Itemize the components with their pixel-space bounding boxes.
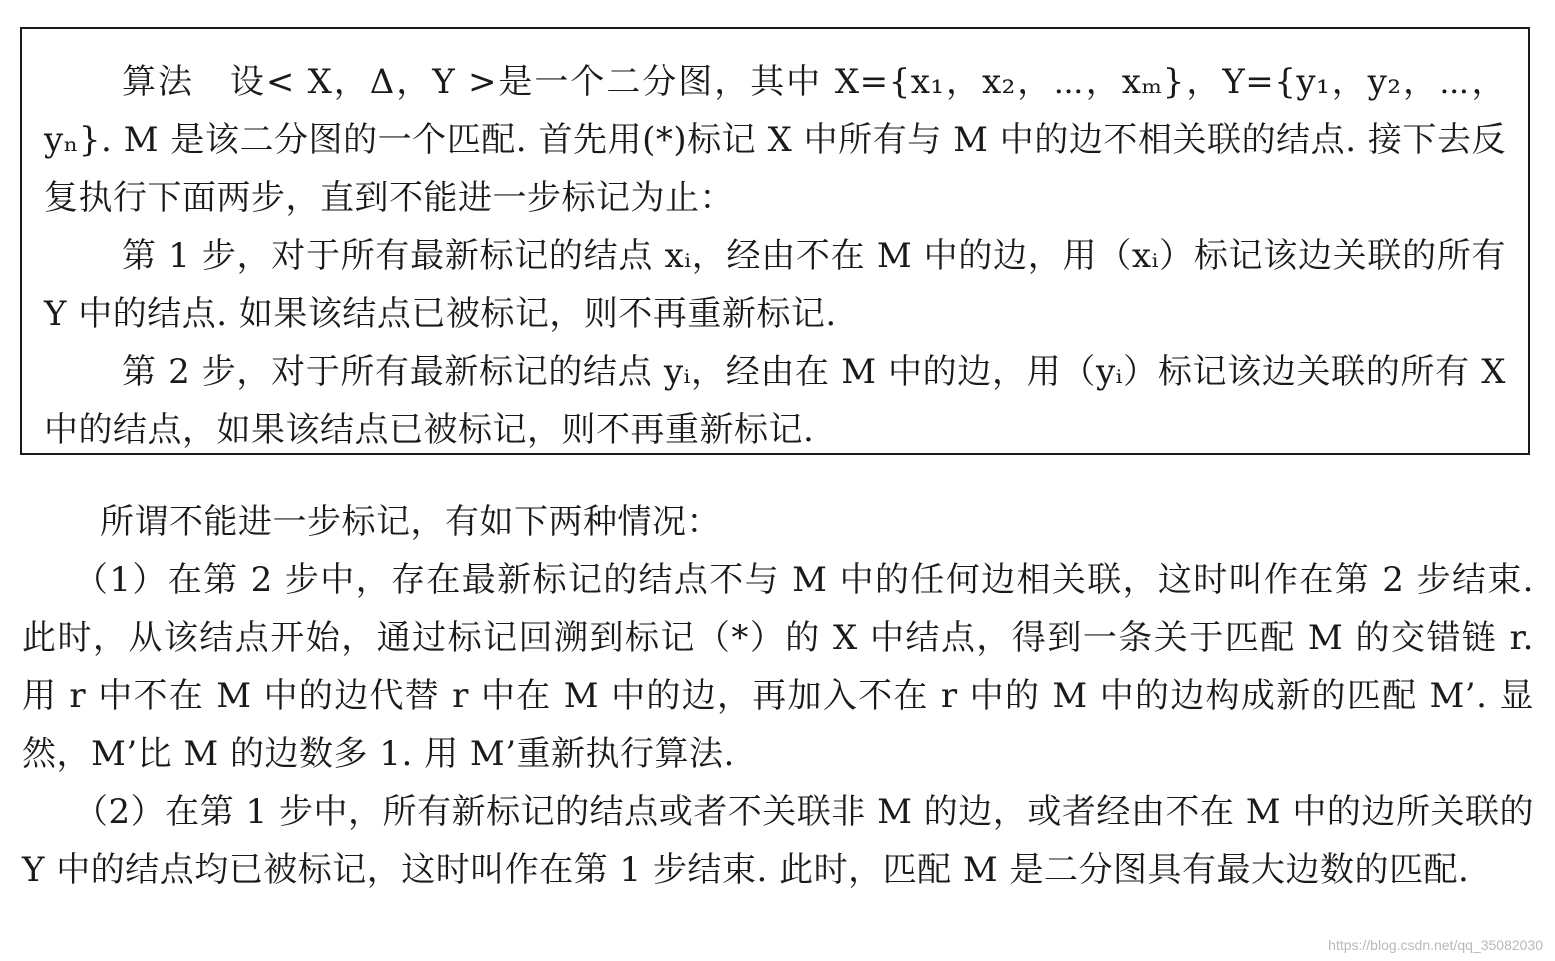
watermark-url: https://blog.csdn.net/qq_35082030 — [1328, 937, 1543, 953]
main-text — [22, 493, 1534, 899]
body-case-2: （2）在第 1 步中，所有新标记的结点或者不关联非 M 的边，或者经由不在 M 中的边所关联的 Y 中的结点均已被标记，这时叫作在第 1 步结束. 此时，匹配 M 是二分图具有最大边数的匹配. — [22, 792, 1534, 890]
algorithm-box — [20, 27, 1530, 455]
body-case-1: （1）在第 2 步中，存在最新标记的结点不与 M 中的任何边相关联，这时叫作在第 2 步结束. 此时，从该结点开始，通过标记回溯到标记（*）的 X 中结点，得到一条关于匹配 M 的交错链 r. 用 r 中不在 M 中的边代替 r 中在 M 中的边，再加入不在 r 中的 M 中的边构成新的匹配 M’. 显然，M’比 M 的边数多 1. 用 M’重新执行算法. — [22, 560, 1534, 774]
algorithm-paragraph-intro: 算法 设< X，Δ，Y >是一个二分图，其中 X={x₁，x₂，⋯，xₘ}，Y={y₁，y₂，⋯，yₙ}. M 是该二分图的一个匹配. 首先用(*)标记 X 中所有与 M 中的边不相关联的结点. 接下去反复执行下面两步，直到不能进一步标记为止： — [44, 62, 1506, 218]
body-paragraph-intro: 所谓不能进一步标记，有如下两种情况： — [100, 502, 721, 542]
algorithm-step-1: 第 1 步，对于所有最新标记的结点 xᵢ，经由不在 M 中的边，用（xᵢ）标记该边关联的所有 Y 中的结点. 如果该结点已被标记，则不再重新标记. — [44, 236, 1506, 334]
algorithm-step-2: 第 2 步，对于所有最新标记的结点 yᵢ，经由在 M 中的边，用（yᵢ）标记该边关联的所有 X 中的结点，如果该结点已被标记，则不再重新标记. — [44, 352, 1506, 450]
